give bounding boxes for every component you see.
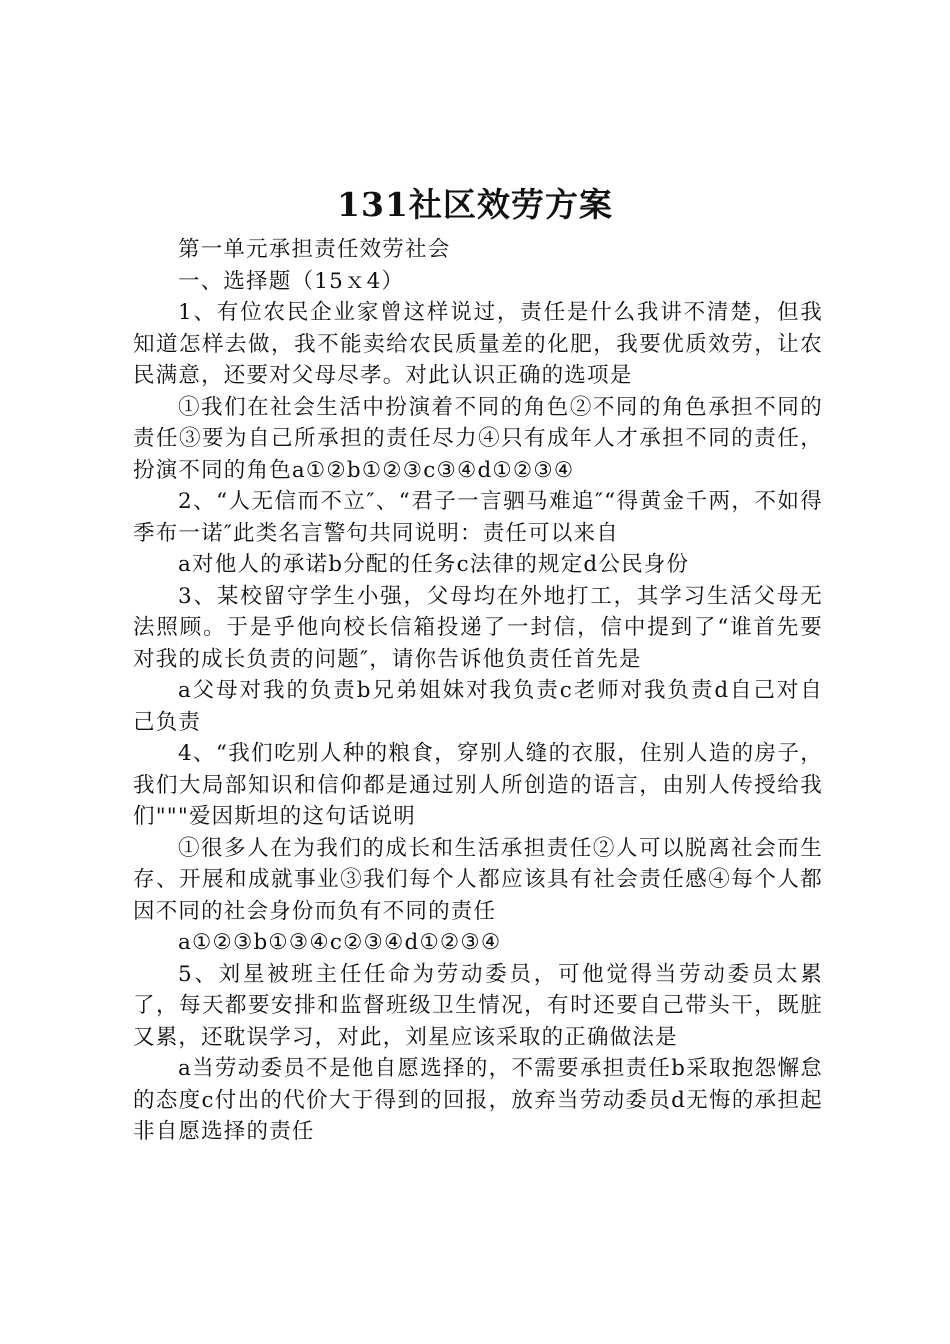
document-title: 131社区效劳方案 bbox=[337, 185, 613, 224]
question-1: 1、有位农民企业家曾这样说过，责任是什么我讲不清楚，但我知道怎样去做，我不能卖给农民质量差的化肥，我要优质效劳，让农民满意，还要对父母尽孝。对此认识正确的选项是 bbox=[133, 300, 823, 388]
question-3-options: a父母对我的负责b兄弟姐妹对我负责c老师对我负责d自己对自己负责 bbox=[133, 678, 823, 735]
question-2-options: a对他人的承诺b分配的任务c法律的规定d公民身份 bbox=[178, 552, 690, 577]
question-1-options: ①我们在社会生活中扮演着不同的角色②不同的角色承担不同的责任③要为自己所承担的责任尽力④只有成年人才承担不同的责任，扮演不同的角色a①②b①②③c③④d①②③④ bbox=[133, 394, 823, 483]
question-4: 4、“我们吃别人种的粮食，穿别人缝的衣服，住别人造的房子，我们大局部知识和信仰都是通过别人所创造的语言，由别人传授给我们"""爱因斯坦的这句话说明 bbox=[133, 741, 823, 829]
section-heading: 第一单元承担责任效劳社会 bbox=[178, 237, 451, 262]
question-4-options: a①②③b①③④c②③④d①②③④ bbox=[178, 930, 502, 955]
question-2: 2、“人无信而不立″、“君子一言驷马难追″“得黄金千两，不如得季布一诺″此类名言警句共同说明：责任可以来自 bbox=[133, 489, 823, 546]
question-5: 5、刘星被班主任任命为劳动委员，可他觉得当劳动委员太累了，每天都要安排和监督班级卫生情况，有时还要自己带头干，既脏又累，还耽误学习，对此，刘星应该采取的正确做法是 bbox=[133, 961, 823, 1050]
question-5-options: a当劳动委员不是他自愿选择的，不需要承担责任b采取抱怨懈怠的态度c付出的代价大于得到的回报，放弃当劳动委员d无悔的承担起非自愿选择的责任 bbox=[133, 1056, 823, 1144]
document-body bbox=[133, 234, 823, 1148]
question-4-statements: ①很多人在为我们的成长和生活承担责任②人可以脱离社会而生存、开展和成就事业③我们每个人都应该具有社会责任感④每个人都因不同的社会身份而负有不同的责任 bbox=[133, 835, 823, 924]
question-3: 3、某校留守学生小强，父母均在外地打工，其学习生活父母无法照顾。于是乎他向校长信箱投递了一封信，信中提到了“谁首先要对我的成长负责的问题″，请你告诉他负责任首先是 bbox=[133, 583, 823, 672]
question-type-heading: 一、选择题（15ｘ4） bbox=[178, 268, 405, 294]
